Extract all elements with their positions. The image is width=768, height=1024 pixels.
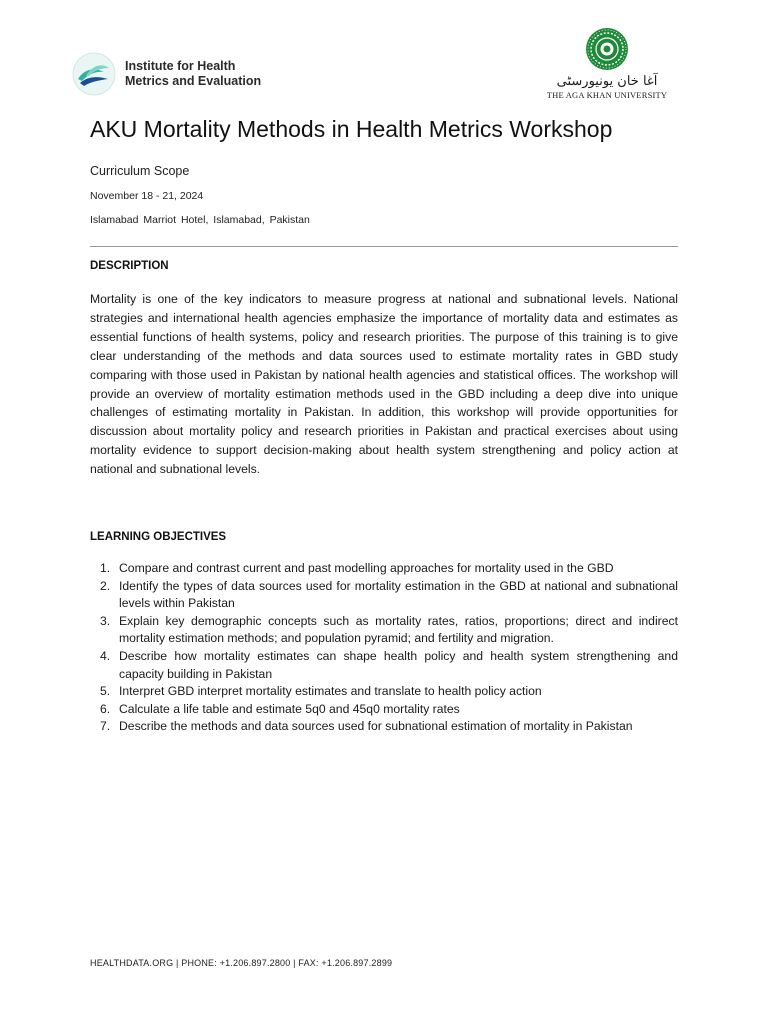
ihme-logo-line-2: Metrics and Evaluation	[125, 74, 262, 88]
objective-text: Compare and contrast current and past modelling approaches for mortality used in the GBD	[119, 561, 614, 575]
list-item: 4. Describe how mortality estimates can shape health policy and health system strengthening and capacity building in Pakistan	[100, 648, 678, 681]
objective-text: Describe the methods and data sources used for subnational estimation of mortality in Pakistan	[119, 719, 633, 734]
document-subtitle: Curriculum Scope	[90, 164, 190, 178]
list-item: 3. Explain key demographic concepts such as mortality rates, ratios, proportions; direct and indirect mortality estimation methods; and population pyramid; and fertility and migration.	[100, 613, 678, 646]
description-body: Mortality is one of the key indicators to measure progress at national and subnational levels. National strategies and international health agencies emphasize the importance of mortality data and estimates as essential functions of health systems, policy and research priorities. The purpose of this training is to give clear understanding of the methods and data sources used to estimate mortality rates in GBD study comparing with those used in Pakistan by national health agencies and statistical offices. The workshop will provide an overview of mortality estimation methods used in the GBD including a deep dive into unique challenges of estimating mortality in Pakistan. In addition, this workshop will provide opportunities for discussion about mortality policy and research priorities in Pakistan and practical exercises about using mortality evidence to support decision-making about health system strengthening and policy action at national and subnational levels.	[90, 292, 678, 477]
description-heading: DESCRIPTION	[90, 260, 169, 272]
list-item: 6. Calculate a life table and estimate 5q0 and 45q0 mortality rates	[100, 701, 460, 716]
workshop-venue: Islamabad Marriot Hotel, Islamabad, Pakistan	[90, 214, 310, 226]
ihme-logo	[72, 52, 261, 96]
objective-text: Describe how mortality estimates can shape health policy and health system strengthening and capacity building in Pakistan	[119, 648, 678, 681]
footer-contact: HEALTHDATA.ORG | PHONE: +1.206.897.2800 | FAX: +1.206.897.2899	[90, 958, 393, 968]
list-item: 5. Interpret GBD interpret mortality estimates and translate to health policy action	[100, 684, 542, 699]
objective-text: Explain key demographic concepts such as mortality rates, ratios, proportions; direct and indirect mortality estimation methods; and population pyramid; and fertility and migration.	[119, 613, 678, 646]
list-item: 7. Describe the methods and data sources used for subnational estimation of mortality in Pakistan	[100, 719, 633, 734]
list-item: 1. Compare and contrast current and past modelling approaches for mortality used in the GBD	[100, 561, 614, 575]
aku-logo-urdu: آغا خان یونیورسٹی	[556, 74, 658, 89]
objective-text: Interpret GBD interpret mortality estimates and translate to health policy action	[119, 684, 542, 699]
workshop-dates: November 18 - 21, 2024	[90, 190, 204, 202]
ihme-logo-line-1: Institute for Health	[125, 59, 236, 73]
document-title: AKU Mortality Methods in Health Metrics Workshop	[90, 116, 613, 142]
learning-objectives-heading: LEARNING OBJECTIVES	[90, 531, 227, 543]
objective-text: Calculate a life table and estimate 5q0 and 45q0 mortality rates	[119, 701, 460, 716]
aku-logo	[536, 26, 678, 112]
aku-logo-english: THE AGA KHAN UNIVERSITY	[546, 90, 668, 100]
objective-text: Identify the types of data sources used for mortality estimation in the GBD at national and subnational levels within Pakistan	[119, 578, 678, 611]
ihme-logo-text	[125, 59, 261, 89]
list-item: 2. Identify the types of data sources used for mortality estimation in the GBD at national and subnational levels within Pakistan	[100, 578, 678, 611]
header-divider	[90, 246, 678, 247]
learning-objectives-list	[90, 560, 678, 736]
ihme-logo-icon	[72, 52, 116, 96]
aku-emblem-icon	[584, 26, 630, 72]
